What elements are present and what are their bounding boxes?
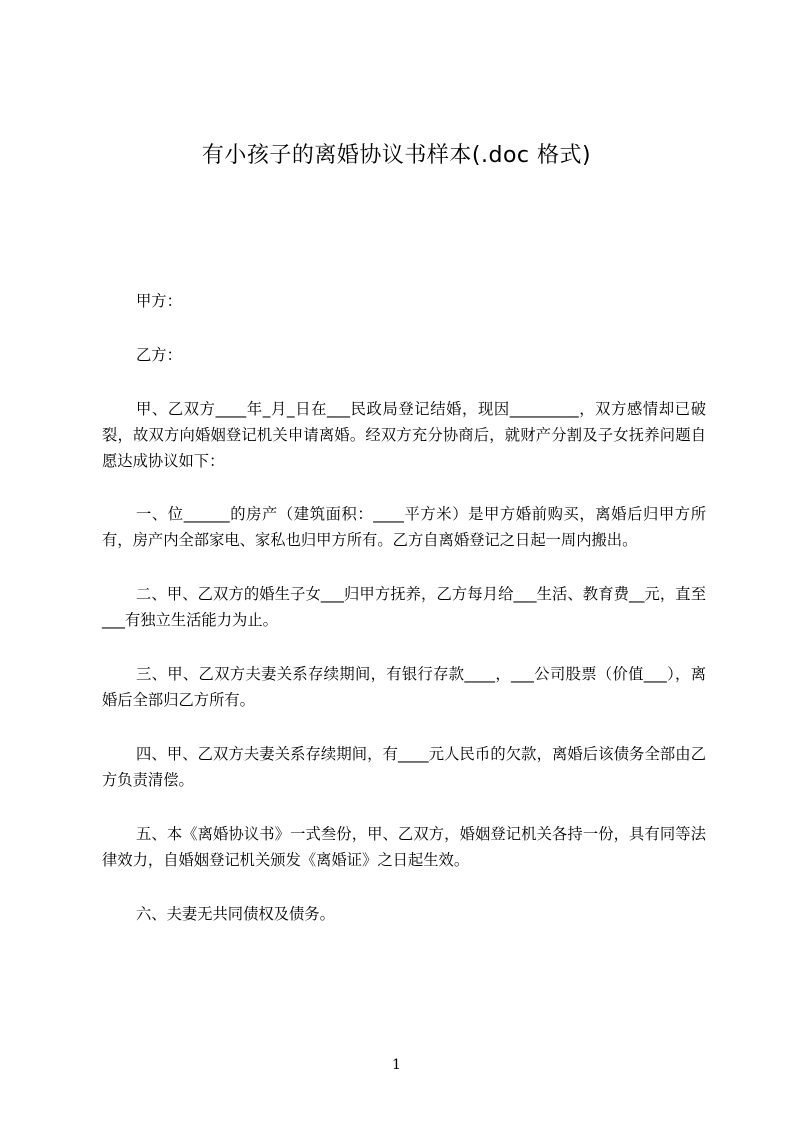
party-a-label: 甲方： xyxy=(136,292,182,310)
document-title: 有小孩子的离婚协议书样本(.doc 格式) xyxy=(201,143,592,168)
clause-1: 一、位______的房产（建筑面积：____平方米）是甲方婚前购买，离婚后归甲方所有，房产内全部家电、家私也归甲方所有。乙方自离婚登记之日起一周内搬出。 xyxy=(102,505,706,549)
clause-6: 六、夫妻无共同债权及债务。 xyxy=(136,905,335,923)
clause-2: 二、甲、乙双方的婚生子女___归甲方抚养，乙方每月给___生活、教育费__元，直至___有独立生活能力为止。 xyxy=(102,585,706,629)
clause-3: 三、甲、乙双方夫妻关系存续期间，有银行存款____，___公司股票（价值___），离婚后全部归乙方所有。 xyxy=(102,665,706,709)
party-b-label: 乙方： xyxy=(136,346,182,364)
page-number: 1 xyxy=(392,1057,401,1073)
intro-paragraph: 甲、乙双方____年_月_日在___民政局登记结婚，现因_________，双方感情却已破裂，故双方向婚姻登记机关申请离婚。经双方充分协商后，就财产分割及子女抚养问题自愿达成协议如下： xyxy=(102,400,706,470)
clause-5: 五、本《离婚协议书》一式叁份，甲、乙双方，婚姻登记机关各持一份，具有同等法律效力，自婚姻登记机关颁发《离婚证》之日起生效。 xyxy=(102,825,706,869)
clause-4: 四、甲、乙双方夫妻关系存续期间，有____元人民币的欠款，离婚后该债务全部由乙方负责清偿。 xyxy=(102,745,706,789)
